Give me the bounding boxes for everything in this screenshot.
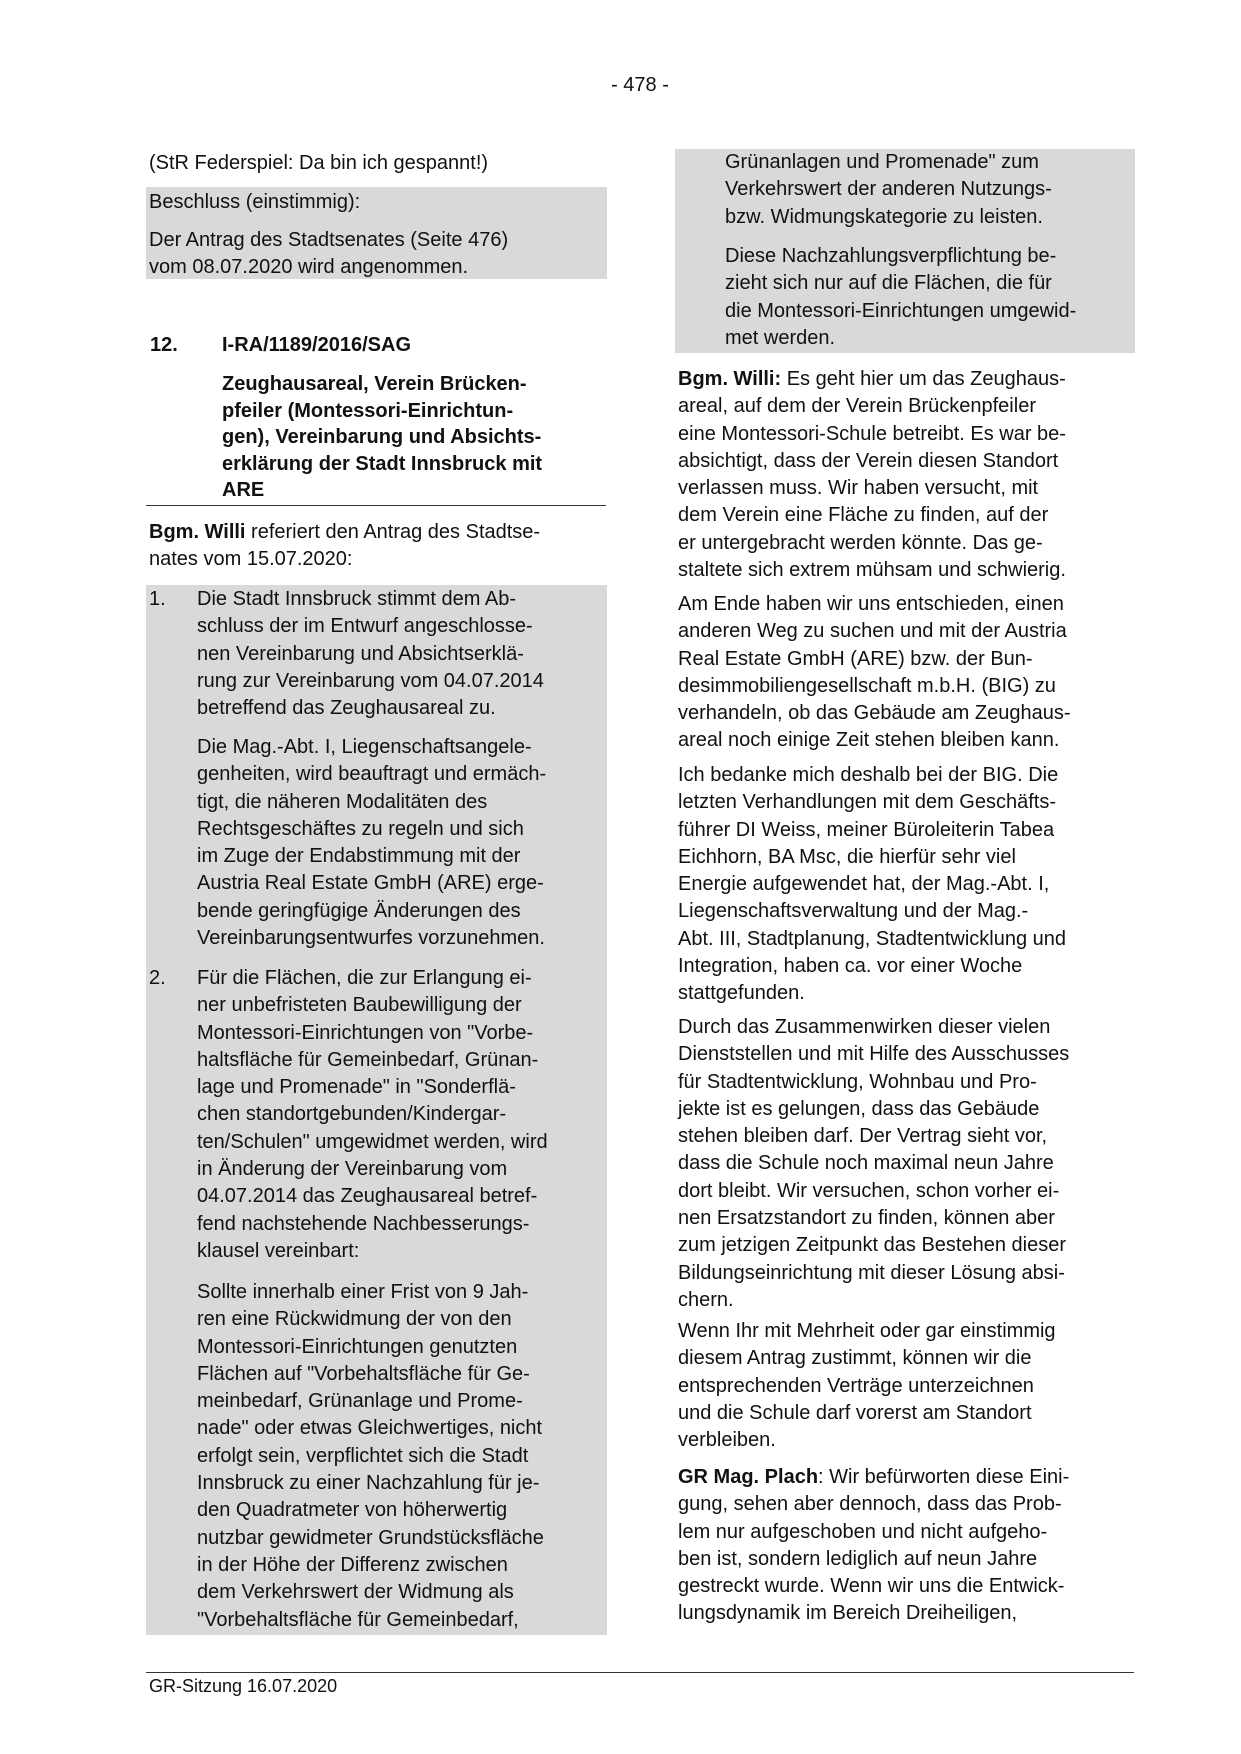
motion-item-2-clause: Sollte innerhalb einer Frist von 9 Jah- ren eine Rückwidmung der von den Montessori-Einrichtungen genutzten Flächen auf "Vorbehaltsfläche für Ge- meinbedarf, Grünanlage und Prome- nade" oder etwas Gleichwertiges, nicht erfolgt sein, verpflichtet sich die Stadt Innsbruck zu einer Nachzahlung für je- den Quadratmeter von höherwertig nutzbar gewidmeter Grundstücksfläche in der Höhe der Differenz zwischen dem Verkehrswert der Widmung als "Vorbehaltsfläche für Gemeinbedarf, (197, 1281, 544, 1631)
interjection: (StR Federspiel: Da bin ich gespannt!) (149, 152, 489, 174)
motion-continuation-2: Diese Nachzahlungsverpflichtung be- zieht sich nur auf die Flächen, die für die Montessori-Einrichtungen umgewid- met werden. (725, 245, 1077, 349)
item-number: 12. (150, 334, 178, 356)
intro-paragraph (149, 519, 540, 574)
motion-item-2-text: Für die Flächen, die zur Erlangung ei- ner unbefristeten Baubewilligung der Montessori-Einrichtungen von "Vorbe- haltsfläche für Gemeinbedarf, Grünan- lage und Promenade" in "Sonderflä- chen standortgebunden/Kindergar- ten/Schulen" umgewidmet werden, wird in Änderung der Vereinbarung vom 04.07.2014 das Zeughausareal betref- fend nachstehende Nachbesserungs- klausel vereinbart: (197, 967, 548, 1262)
paragraph: Ich bedanke mich deshalb bei der BIG. Die letzten Verhandlungen mit dem Geschäfts- führer DI Weiss, meiner Büroleiterin Tabea Eichhorn, BA Msc, die hierfür sehr viel Energie aufgewendet hat, der Mag.-Abt. I, Liegenschaftsverwaltung und der Mag.- Abt. III, Stadtplanung, Stadtentwicklung und Integration, haben ca. vor einer Woche stattgefunden. (678, 764, 1067, 1005)
motion-continuation-1: Grünanlagen und Promenade" zum Verkehrswert der anderen Nutzungs- bzw. Widmungskategorie zu leisten. (725, 151, 1052, 228)
paragraph: Am Ende haben wir uns entschieden, einen anderen Weg zu suchen und mit der Austria Real Estate GmbH (ARE) bzw. der Bun- desimmobiliengesellschaft m.b.H. (BIG) zu verhandeln, ob das Gebäude am Zeughaus- areal noch einige Zeit stehen bleiben kann. (678, 593, 1071, 752)
speech-text: Es geht hier um das Zeughaus- areal, auf dem der Verein Brückenpfeiler eine Montessori-Schule betreibt. Es war be- absichtigt, dass der Verein diesen Standort verlassen muss. Wir haben versucht, mit dem Verein eine Fläche zu finden, auf der er untergebracht werden könnte. Das ge- staltete sich extrem mühsam und schwierig. (678, 368, 1066, 582)
motion-item-2-number: 2. (149, 967, 166, 989)
motion-item-1-number: 1. (149, 588, 166, 610)
item-title: Zeughausareal, Verein Brücken- pfeiler (Montessori-Einrichtun- gen), Vereinbarung und Absichts- erklärung der Stadt Innsbruck mit ARE (222, 373, 543, 501)
item-reference: I-RA/1189/2016/SAG (222, 334, 411, 356)
footer-text: GR-Sitzung 16.07.2020 (149, 1676, 338, 1696)
paragraph: Wenn Ihr mit Mehrheit oder gar einstimmig diesem Antrag zustimmt, können wir die entsprechenden Verträge unterzeichnen und die Schule darf vorerst am Standort verbleiben. (678, 1320, 1056, 1452)
speech-willi (678, 366, 1066, 584)
speaker-name: Bgm. Willi (149, 521, 246, 543)
title-divider (146, 505, 606, 506)
motion-item-1-paragraph: Die Mag.-Abt. I, Liegenschaftsangele- genheiten, wird beauftragt und ermäch- tigt, die näheren Modalitäten des Rechtsgeschäftes zu regeln und sich im Zuge der Endabstimmung mit der Austria Real Estate GmbH (ARE) erge- bende geringfügige Änderungen des Vereinbarungsentwurfes vorzunehmen. (197, 736, 547, 950)
speaker-name: Bgm. Willi: (678, 368, 782, 390)
intro-text: referiert den Antrag des Stadtse- nates vom 15.07.2020: (149, 521, 541, 571)
resolution-text: Der Antrag des Stadtsenates (Seite 476) vom 08.07.2020 wird angenommen. (149, 229, 509, 279)
speaker-name: GR Mag. Plach (678, 1466, 819, 1488)
motion-item-1-text: Die Stadt Innsbruck stimmt dem Ab- schluss der im Entwurf angeschlosse- nen Vereinbarung und Absichtserklä- rung zur Vereinbarung vom 04.07.2014 betreffend das Zeughausareal zu. (197, 588, 544, 720)
speech-plach (678, 1464, 1069, 1628)
paragraph: Durch das Zusammenwirken dieser vielen Dienststellen und mit Hilfe des Ausschusses für Stadtentwicklung, Wohnbau und Pro- jekte ist es gelungen, dass das Gebäude stehen bleiben darf. Der Vertrag sieht vor, dass die Schule noch maximal neun Jahre dort bleibt. Wir versuchen, schon vorher ei- nen Ersatzstandort zu finden, können aber zum jetzigen Zeitpunkt das Bestehen dieser Bildungseinrichtung mit dieser Lösung absi- chern. (678, 1016, 1070, 1311)
speech-text: : Wir befürworten diese Eini- gung, sehen aber dennoch, dass das Prob- lem nur aufgeschoben und nicht aufgeho- ben ist, sondern lediglich auf neun Jahre gestreckt wurde. Wenn wir uns die Entwick- lungsdynamik im Bereich Dreiheiligen, (678, 1466, 1070, 1625)
page-number: - 478 - (611, 74, 669, 96)
resolution-label: Beschluss (einstimmig): (149, 191, 361, 213)
